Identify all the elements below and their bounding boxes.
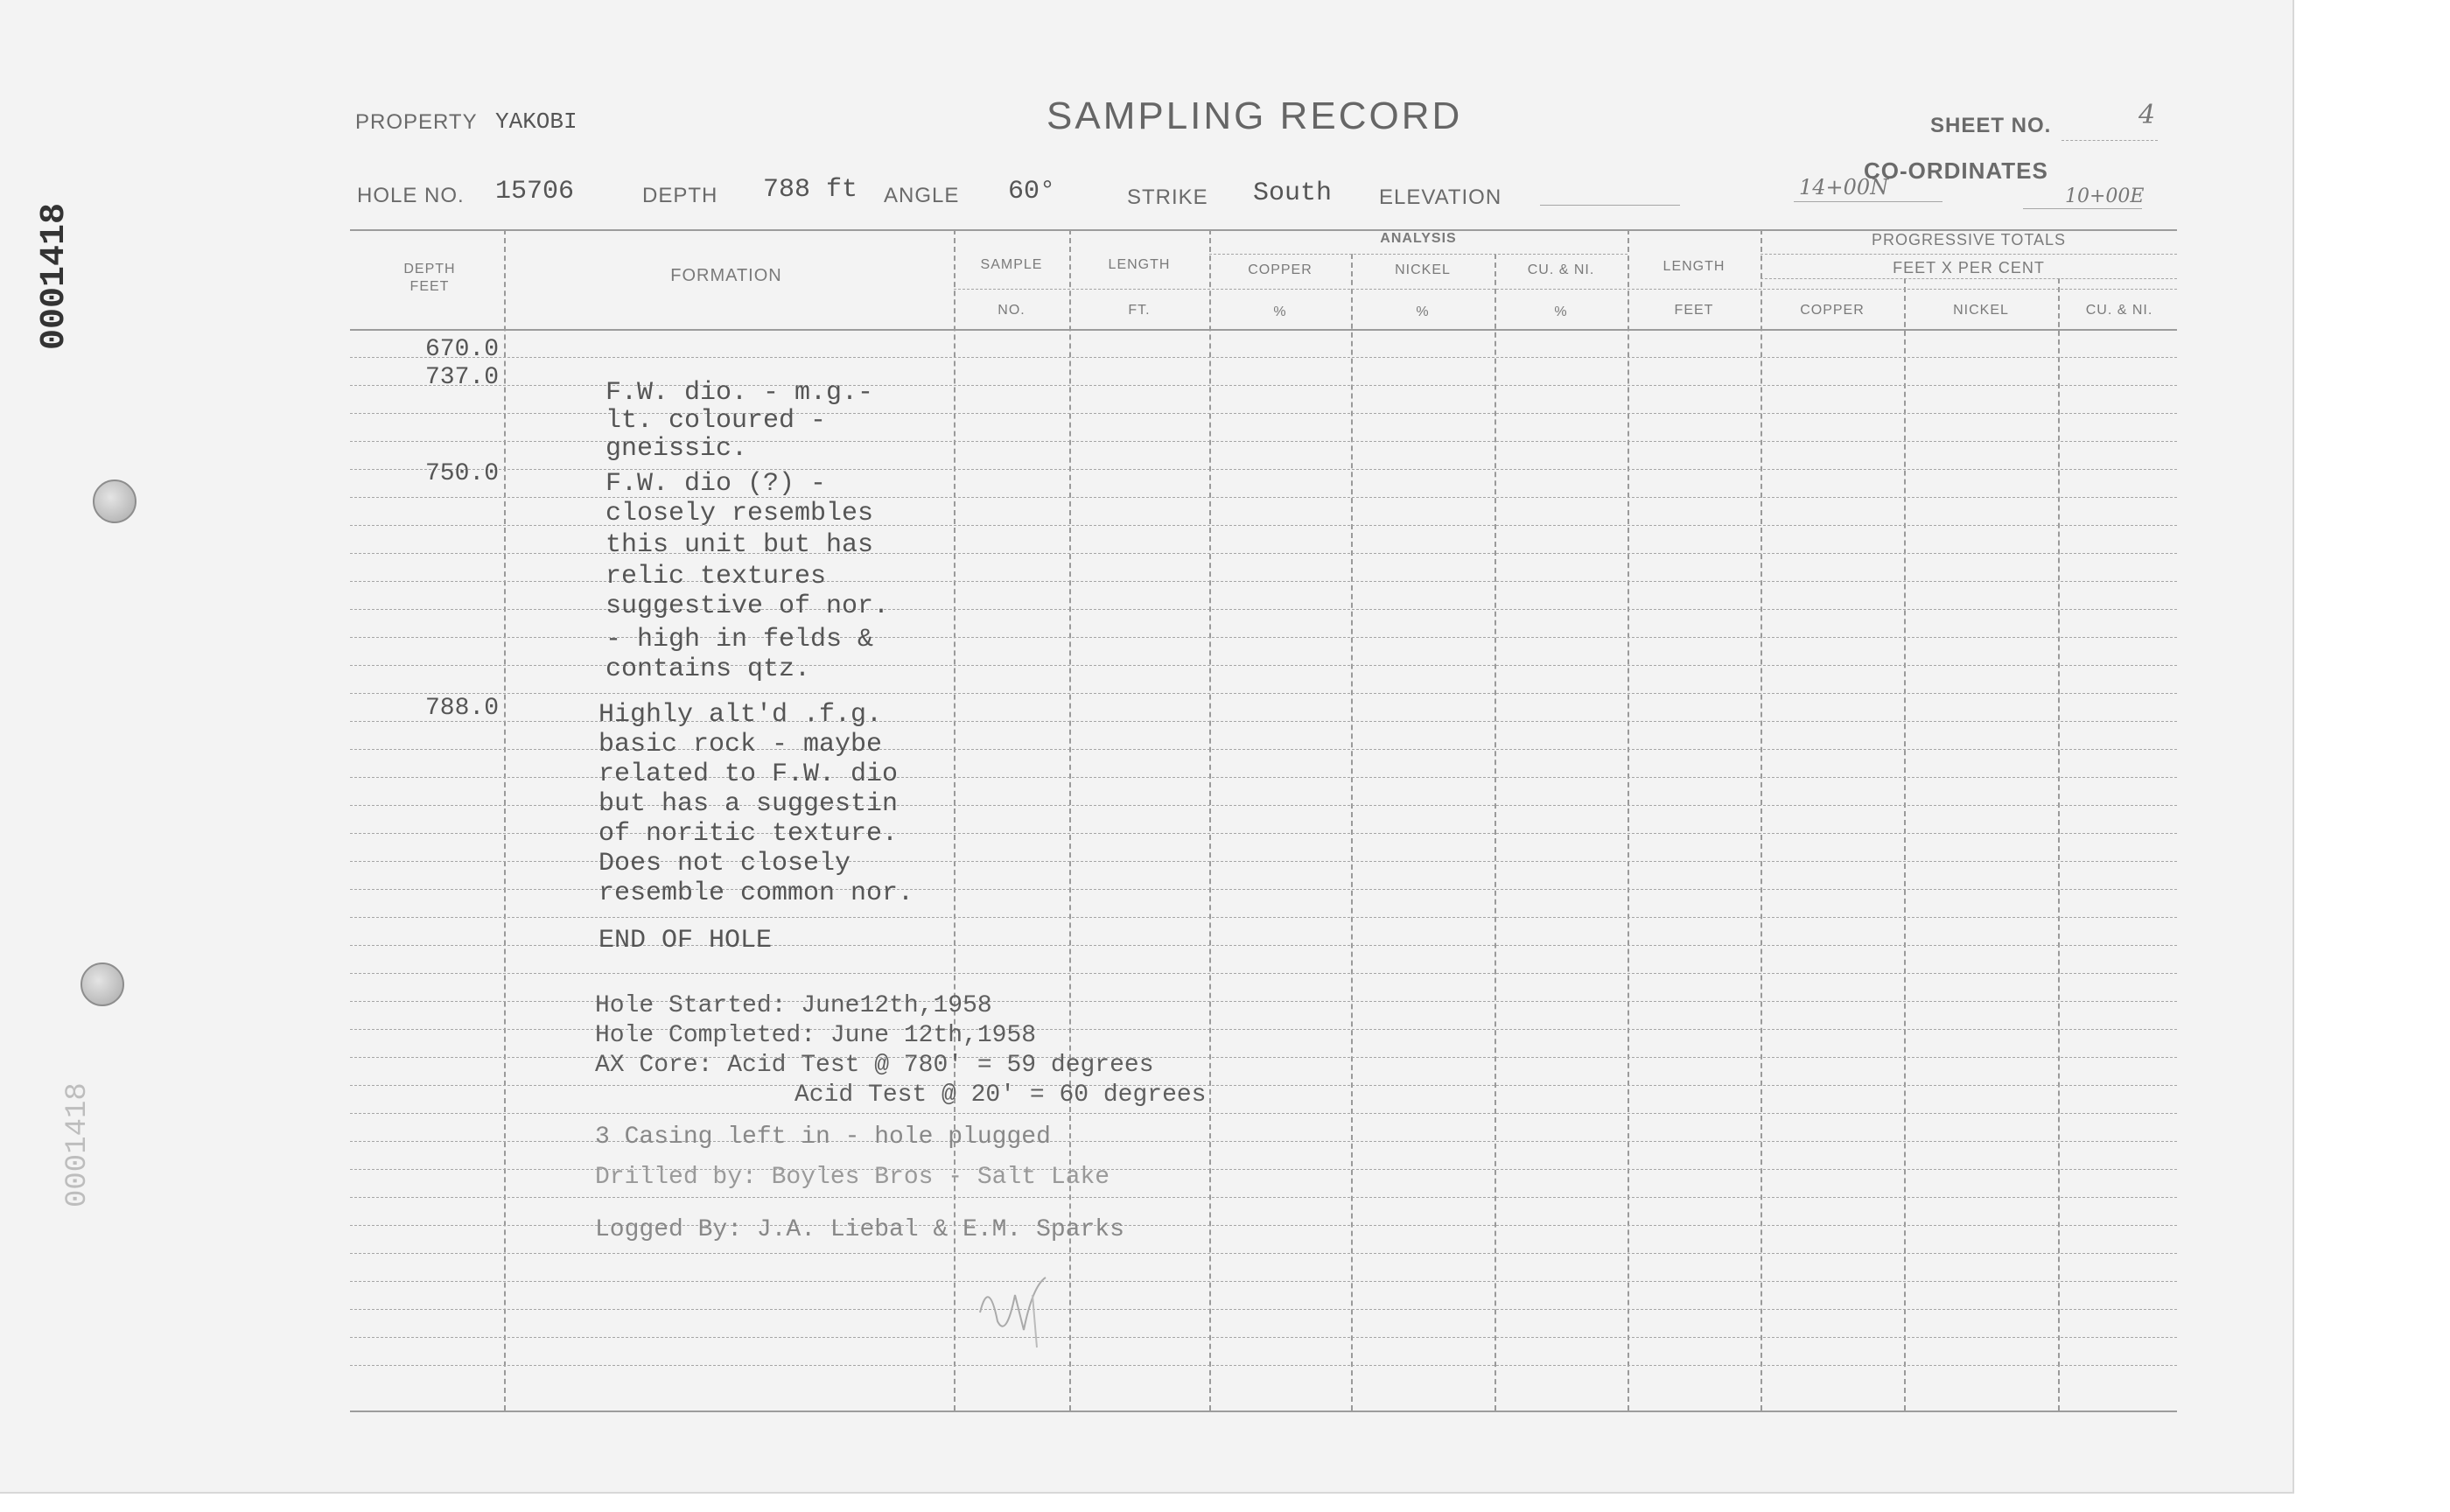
formation-line: but has a suggestin	[598, 789, 899, 819]
ruled-line	[350, 1337, 2177, 1338]
depth-value: 788 ft	[763, 175, 858, 205]
col-cu-ni-2: CU. & NI.	[2085, 303, 2153, 318]
coord-east: 10+00E	[2065, 186, 2145, 207]
depth-label: DEPTH	[642, 184, 718, 207]
note-acid-test-2: Acid Test @ 20' = 60 degrees	[794, 1082, 1207, 1109]
archive-stamp-bottom: 0001418	[61, 1082, 94, 1208]
initials-scribble	[971, 1260, 1068, 1356]
table-vline	[2058, 278, 2060, 1410]
table-vline	[504, 229, 506, 1410]
header-bottom-rule	[350, 329, 2177, 331]
hole-no-label: HOLE NO.	[357, 184, 465, 207]
binder-hole-top	[93, 480, 136, 523]
property-label: PROPERTY	[355, 110, 478, 134]
progressive-rule	[1760, 254, 2177, 255]
note-logged-by: Logged By: J.A. Liebal & E.M. Sparks	[595, 1216, 1124, 1243]
ruled-line	[350, 1365, 2177, 1366]
table-vline	[1904, 278, 1906, 1410]
subheader-rule	[954, 289, 2177, 290]
sheet-no-underline	[2062, 140, 2158, 141]
formation-line: related to F.W. dio	[598, 760, 899, 789]
ruled-line	[350, 973, 2177, 974]
depth-value-788: 788.0	[424, 695, 499, 722]
col-nickel: NICKEL	[1395, 262, 1451, 277]
feet-per-cent-rule	[1760, 278, 2177, 279]
depth-value-737: 737.0	[424, 364, 499, 391]
table-vline	[1494, 254, 1496, 1410]
table-vline	[1628, 229, 1629, 1410]
formation-line: closely resembles	[606, 499, 874, 528]
table-vline	[1209, 229, 1211, 1410]
depth-value-750: 750.0	[424, 460, 499, 487]
col-copper-pct: %	[1273, 304, 1287, 319]
ruled-line	[350, 1085, 2177, 1086]
ruled-line	[350, 917, 2177, 918]
binder-hole-bottom	[80, 962, 124, 1006]
sheet-no-value: 4	[2138, 100, 2156, 130]
angle-label: ANGLE	[884, 184, 960, 207]
col-cu-ni-pct: %	[1554, 304, 1568, 319]
property-value: YAKOBI	[495, 108, 578, 135]
formation-line: F.W. dio (?) -	[606, 469, 827, 499]
formation-line: gneissic.	[606, 434, 748, 464]
formation-line: of noritic texture.	[598, 819, 899, 849]
archive-stamp-top: 0001418	[35, 202, 74, 350]
ruled-line	[350, 1197, 2177, 1198]
col-sample: SAMPLE	[980, 257, 1043, 272]
note-acid-test-1: AX Core: Acid Test @ 780' = 59 degrees	[595, 1052, 1154, 1079]
col-nickel-pct: %	[1416, 304, 1430, 319]
formation-line: Highly alt'd .f.g.	[598, 700, 883, 730]
note-casing: 3 Casing left in - hole plugged	[595, 1124, 1051, 1151]
ruled-line	[350, 693, 2177, 694]
note-drilled-by: Drilled by: Boyles Bros - Salt Lake	[595, 1164, 1110, 1191]
end-of-hole: END OF HOLE	[598, 926, 773, 956]
ruled-line	[350, 1281, 2177, 1282]
col-formation: FORMATION	[670, 266, 782, 285]
depth-value-670: 670.0	[424, 336, 499, 363]
col-sample-no: NO.	[998, 303, 1026, 318]
ruled-line	[350, 1309, 2177, 1310]
col-feet-x-per-cent: FEET X PER CENT	[1893, 259, 2045, 276]
formation-line: lt. coloured -	[606, 406, 827, 436]
formation-line: - high in felds &	[606, 625, 874, 654]
col-length-ft: FT.	[1128, 303, 1151, 318]
page-title: SAMPLING RECORD	[1046, 94, 1463, 137]
sheet-no-label: SHEET NO.	[1930, 114, 2052, 137]
analysis-rule	[1209, 254, 1628, 255]
formation-line: Does not closely	[598, 849, 851, 878]
formation-line: resemble common nor.	[598, 878, 914, 908]
ruled-line	[350, 1253, 2177, 1254]
note-hole-completed: Hole Completed: June 12th,1958	[595, 1022, 1037, 1049]
col-feet: FEET	[1674, 303, 1714, 318]
col-length: LENGTH	[1108, 257, 1171, 272]
strike-value: South	[1253, 178, 1333, 208]
coord-north: 14+00N	[1799, 175, 1889, 200]
col-nickel-2: NICKEL	[1953, 303, 2009, 318]
table-vline	[1760, 229, 1762, 1410]
col-copper: COPPER	[1248, 262, 1312, 277]
ruled-line	[350, 1113, 2177, 1114]
col-length-2: LENGTH	[1662, 259, 1726, 274]
table-vline	[1351, 254, 1353, 1410]
col-cu-ni: CU. & NI.	[1527, 262, 1595, 277]
table-bottom-rule	[350, 1410, 2177, 1412]
coord-east-underline	[2023, 208, 2142, 209]
col-progressive-totals: PROGRESSIVE TOTALS	[1871, 231, 2067, 248]
formation-line: this unit but has	[606, 530, 874, 560]
formation-line: F.W. dio. - m.g.-	[606, 378, 874, 408]
formation-line: relic textures	[606, 562, 827, 592]
note-hole-started: Hole Started: June12th,1958	[595, 992, 992, 1019]
coord-north-underline	[1794, 201, 1942, 202]
ruled-line	[350, 357, 2177, 358]
formation-line: contains qtz.	[606, 654, 811, 684]
coordinates-label: CO-ORDINATES	[1864, 158, 2048, 184]
elevation-underline	[1540, 205, 1680, 206]
col-depth-feet: DEPTH FEET	[403, 262, 456, 294]
col-copper-2: COPPER	[1800, 303, 1865, 318]
strike-label: STRIKE	[1127, 186, 1208, 209]
angle-value: 60°	[1008, 177, 1056, 206]
formation-line: suggestive of nor.	[606, 592, 890, 621]
hole-no-value: 15706	[495, 177, 575, 206]
elevation-label: ELEVATION	[1379, 186, 1502, 209]
col-analysis: ANALYSIS	[1380, 231, 1457, 246]
formation-line: basic rock - maybe	[598, 730, 883, 760]
